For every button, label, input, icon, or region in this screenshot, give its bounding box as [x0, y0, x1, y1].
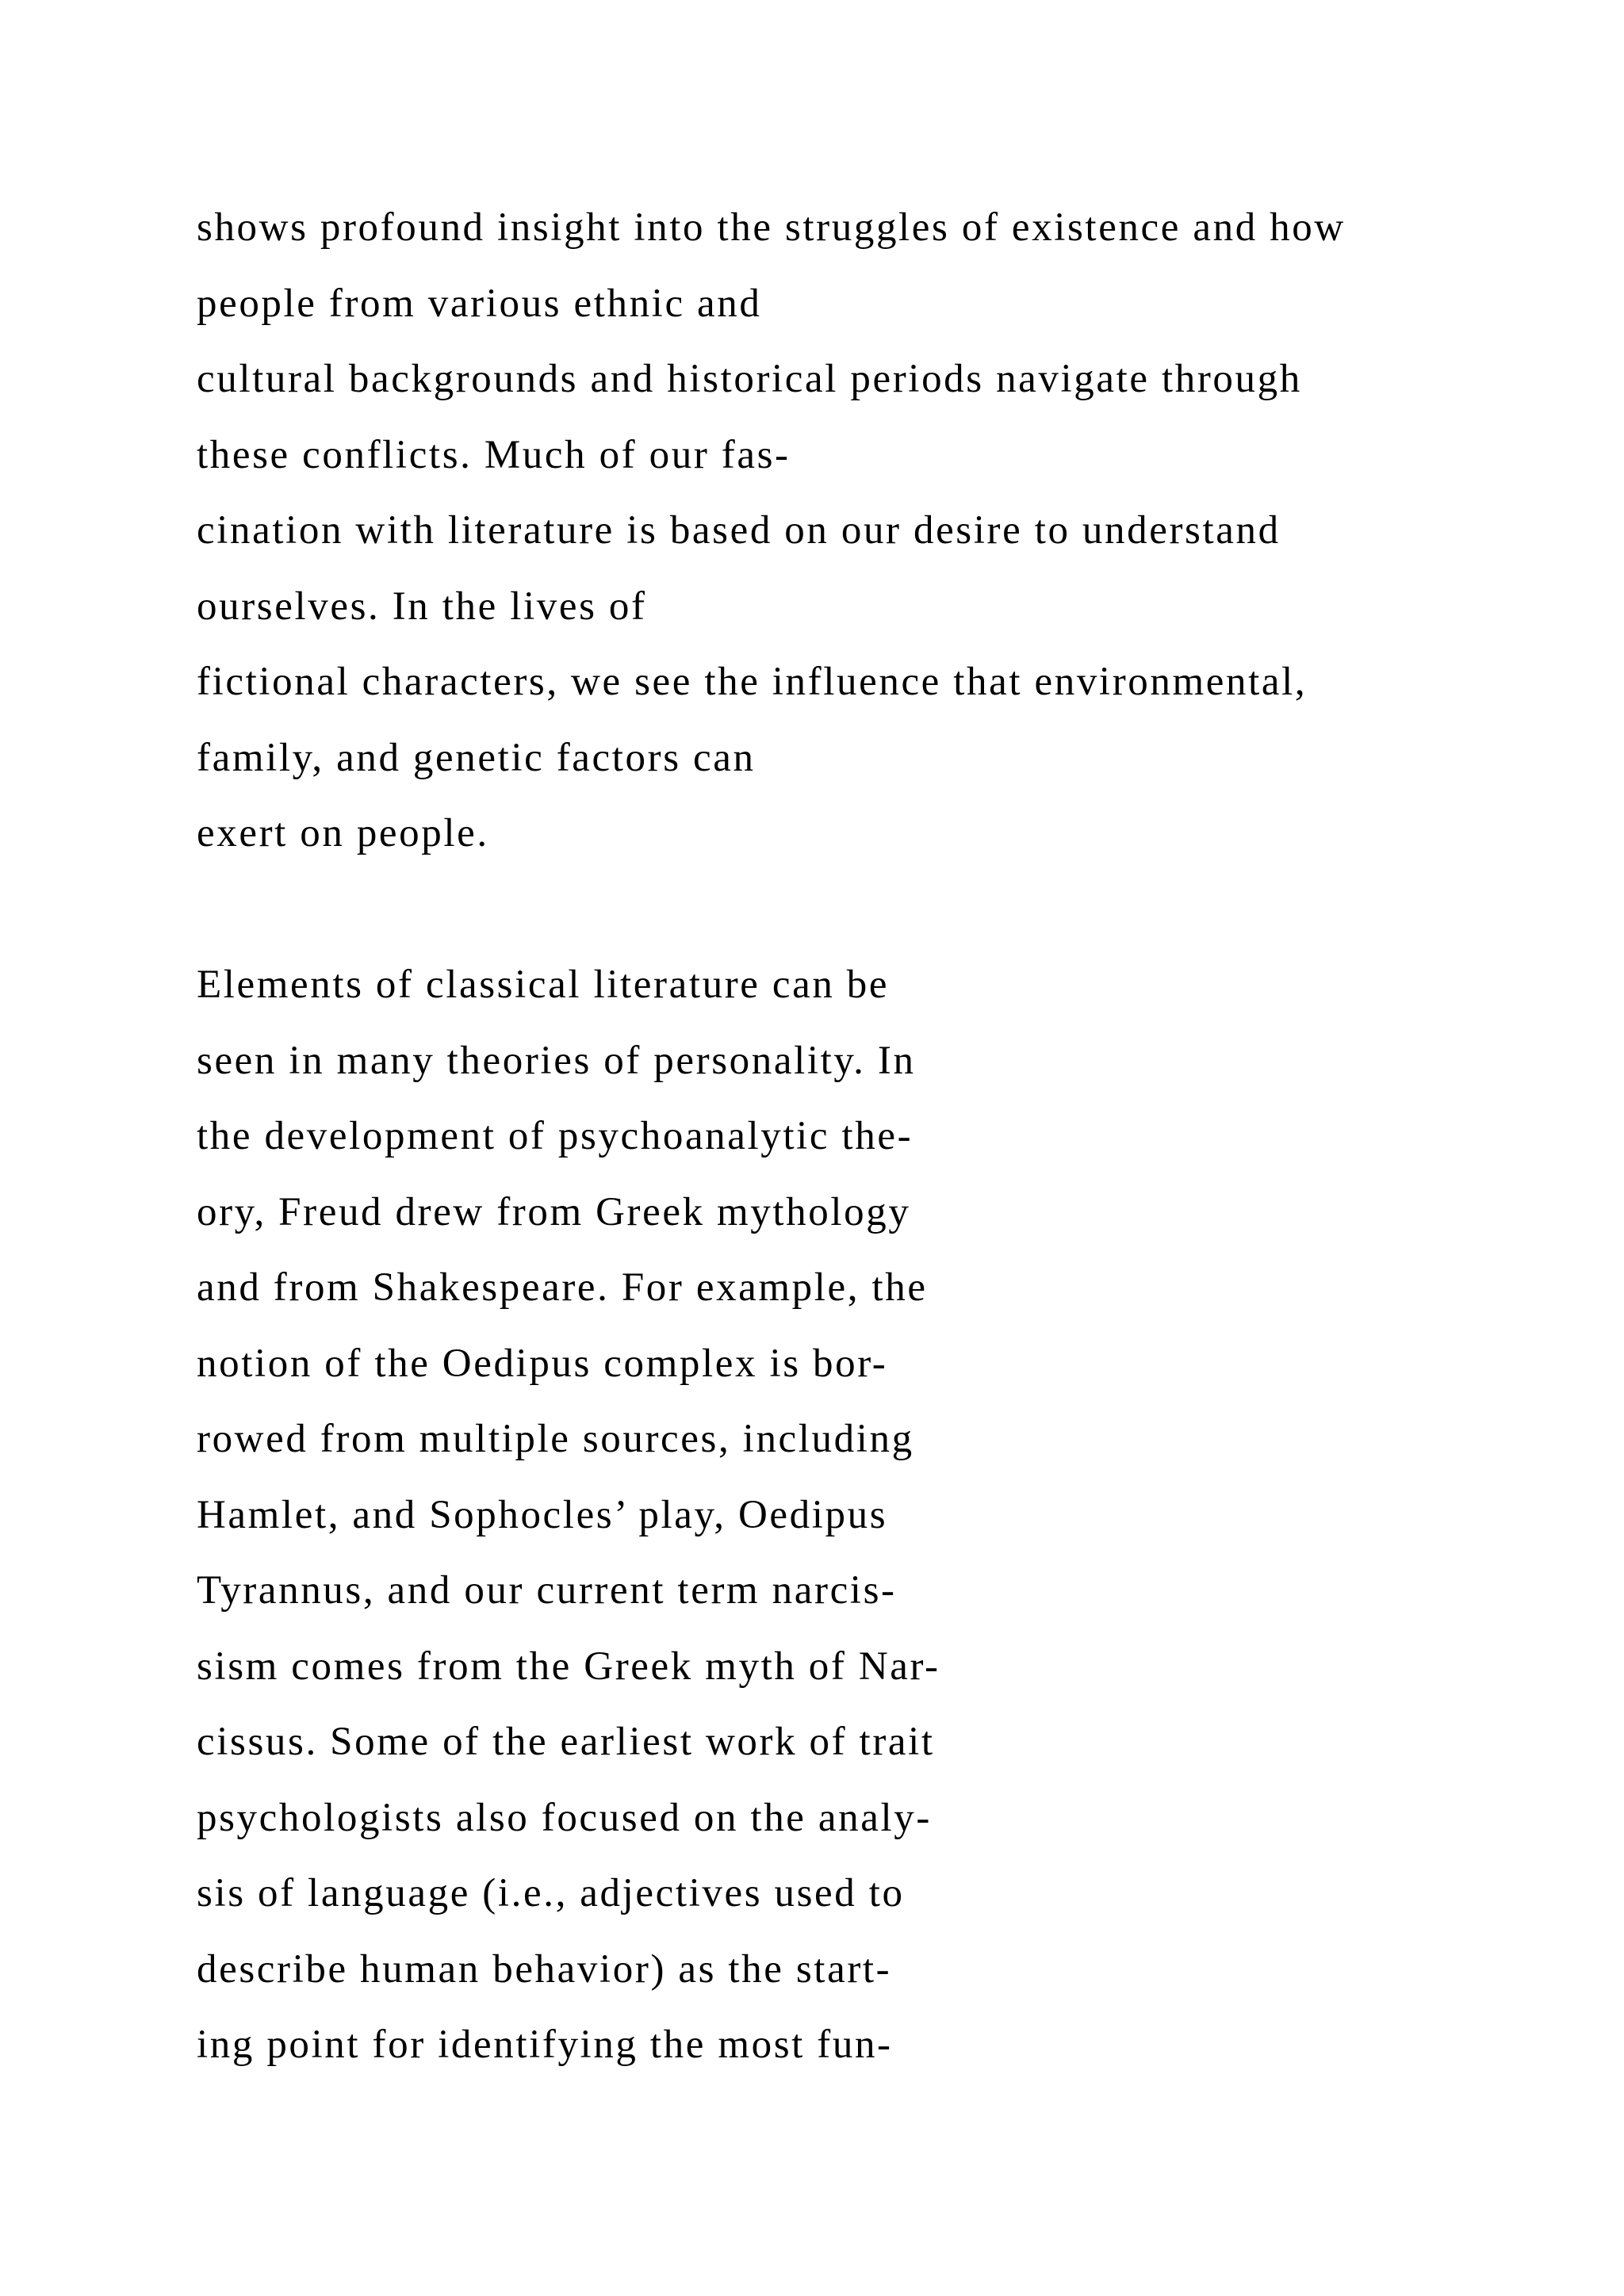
text-line: family, and genetic factors can: [197, 735, 756, 780]
text-line: shows profound insight into the struggles of existence and how: [197, 205, 1346, 250]
body-text: [197, 190, 1545, 2084]
text-line: these conflicts. Much of our fas-: [197, 432, 791, 477]
text-line: describe human behavior) as the start-: [197, 1946, 892, 1992]
text-line: notion of the Oedipus complex is bor-: [197, 1341, 888, 1386]
text-line: exert on people.: [197, 811, 489, 855]
paragraph-break: [197, 872, 1545, 948]
text-line: Hamlet, and Sophocles’ play, Oedipus: [197, 1492, 888, 1537]
text-line: seen in many theories of personality. In: [197, 1038, 916, 1083]
text-line: sism comes from the Greek myth of Nar-: [197, 1644, 940, 1689]
text-line: people from various ethnic and: [197, 281, 762, 326]
text-line: Tyrannus, and our current term narcis-: [197, 1568, 897, 1613]
text-line: psychologists also focused on the analy-: [197, 1795, 932, 1840]
paragraph-1: [197, 190, 1545, 872]
text-line: ourselves. In the lives of: [197, 584, 647, 629]
text-line: Elements of classical literature can be: [197, 962, 890, 1007]
text-line: ing point for identifying the most fun-: [197, 2022, 893, 2067]
text-line: rowed from multiple sources, including: [197, 1417, 914, 1461]
text-line: cultural backgrounds and historical periods navigate through: [197, 357, 1302, 401]
text-line: cination with literature is based on our desire to understand: [197, 508, 1281, 553]
text-line: the development of psychoanalytic the-: [197, 1114, 914, 1158]
text-line: and from Shakespeare. For example, the: [197, 1265, 928, 1310]
text-line: sis of language (i.e., adjectives used to: [197, 1871, 905, 1915]
text-line: fictional characters, we see the influence that environmental,: [197, 660, 1308, 704]
text-line: cissus. Some of the earliest work of trait: [197, 1720, 935, 1764]
paragraph-2: [197, 947, 1545, 2084]
text-line: ory, Freud drew from Greek mythology: [197, 1189, 911, 1234]
